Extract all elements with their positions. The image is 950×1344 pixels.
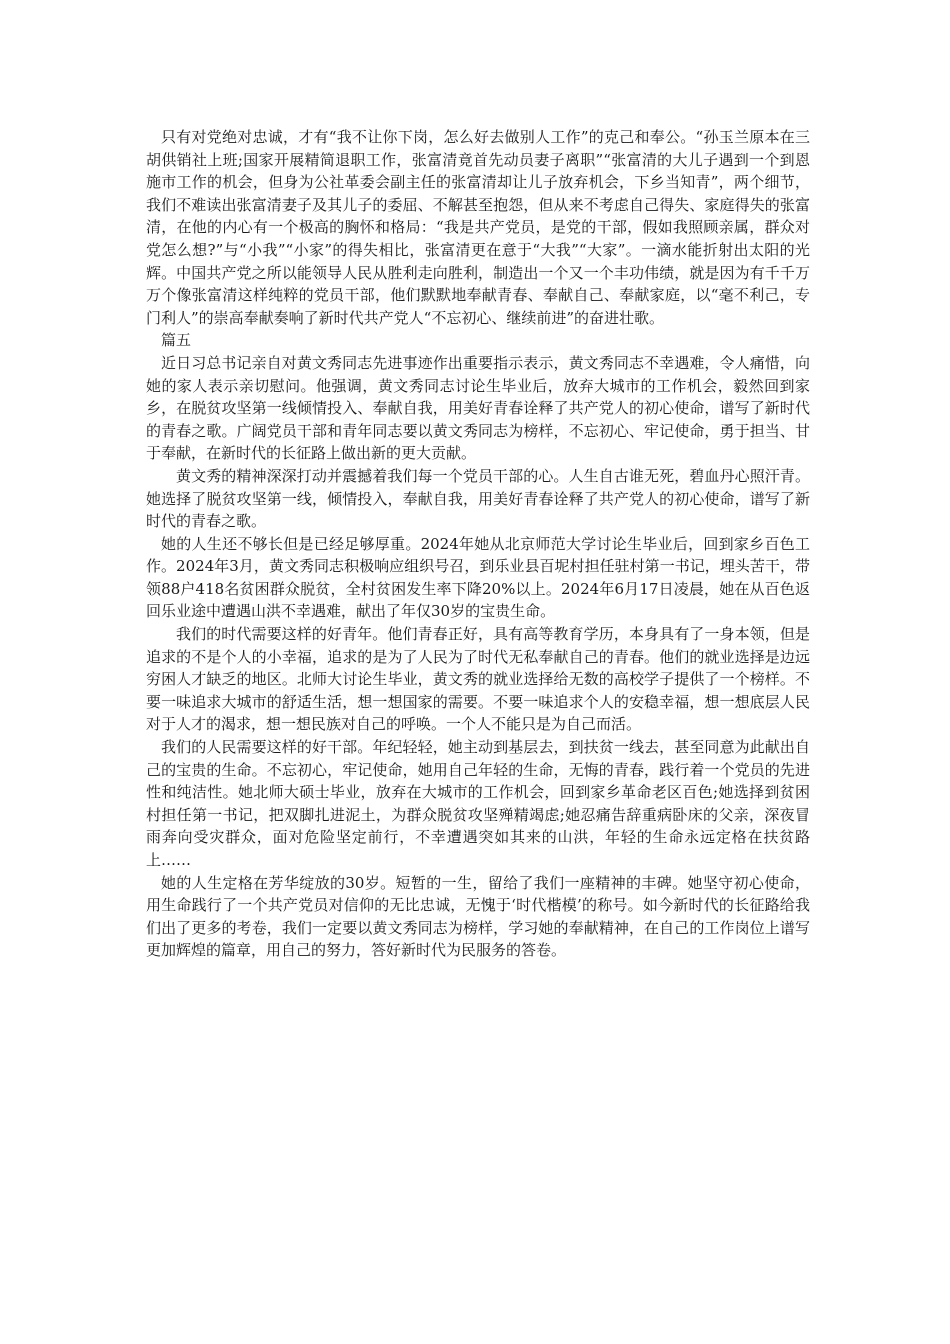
- paragraph-conclusion: 她的人生定格在芳华绽放的30岁。短暂的一生，留给了我们一座精神的丰碑。她坚守初心使命，用生命践行了一个共产党员对信仰的无比忠诚，无愧于‘时代楷模’的称号。如今新时代的长征路给我们出了更多的考卷，我们一定要以黄文秀同志为榜样，学习她的奉献精神，在自己的工作岗位上谱写更加辉煌的篇章，用自己的努力，答好新时代为民服务的答卷。: [146, 873, 810, 960]
- paragraph-life: 她的人生还不够长但是已经足够厚重。2024年她从北京师范大学讨论生毕业后，回到家乡百色工作。2024年3月，黄文秀同志积极响应组织号召，到乐业县百坭村担任驻村第一书记，埋头苦干，带领88户418名贫困群众脱贫，全村贫困发生率下降20%以上。2024年6月17日凌晨，她在从百色返回乐业途中遭遇山洪不幸遇难，献出了年仅30岁的宝贵生命。: [146, 534, 810, 621]
- paragraph-instruction: 近日习总书记亲自对黄文秀同志先进事迹作出重要指示表示，黄文秀同志不幸遇难，令人痛惜，向她的家人表示亲切慰问。他强调，黄文秀同志讨论生毕业后，放弃大城市的工作机会，毅然回到家乡，在脱贫攻坚第一线倾情投入、奉献自我，用美好青春诠释了共产党人的初心使命，谱写了新时代的青春之歌。广阔党员干部和青年同志要以黄文秀同志为榜样，不忘初心、牢记使命，勇于担当、甘于奉献，在新时代的长征路上做出新的更大贡献。: [146, 353, 810, 463]
- paragraph-zhang-fuqing: 只有对党绝对忠诚，才有“我不让你下岗，怎么好去做别人工作”的克己和奉公。“孙玉兰原本在三胡供销社上班;国家开展精简退职工作，张富清竟首先动员妻子离职”“张富清的大儿子遇到一个到恩施市工作的机会，但身为公社革委会副主任的张富清却让儿子放弃机会，下乡当知青”，两个细节，我们不难读出张富清妻子及其儿子的委屈、不解甚至抱怨，但从来不考虑自己得失、家庭得失的张富清，在他的内心有一个极高的胸怀和格局：“我是共产党员，是党的干部，假如我照顾亲属，群众对党怎么想?”与“小我”“小家”的得失相比，张富清更在意于“大我”“大家”。一滴水能折射出太阳的光辉。中国共产党之所以能领导人民从胜利走向胜利，制造出一个又一个丰功伟绩，就是因为有千千万万个像张富清这样纯粹的党员干部，他们默默地奉献青春、奉献自己、奉献家庭，以“毫不利己，专门利人”的崇高奉献奏响了新时代共产党人“不忘初心、继续前进”的奋进壮歌。: [146, 128, 810, 327]
- paragraph-spirit: 黄文秀的精神深深打动并震撼着我们每一个党员干部的心。人生自古谁无死，碧血丹心照汗青。她选择了脱贫攻坚第一线，倾情投入，奉献自我，用美好青春诠释了共产党人的初心使命，谱写了新时代的青春之歌。: [146, 466, 810, 531]
- document-page: [146, 126, 810, 962]
- paragraph-youth: 我们的时代需要这样的好青年。他们青春正好，具有高等教育学历，本身具有了一身本领，但是追求的不是个人的小幸福，追求的是为了人民为了时代无私奉献自己的青春。他们的就业选择是边远穷困人才缺乏的地区。北师大讨论生毕业，黄文秀的就业选择给无数的高校学子提供了一个榜样。不要一味追求大城市的舒适生活，想一想国家的需要。不要一味追求个人的安稳幸福，想一想底层人民对于人才的渴求，想一想民族对自己的呼唤。一个人不能只是为自己而活。: [146, 625, 810, 734]
- section-heading-5: 篇五: [161, 331, 192, 350]
- paragraph-cadre: 我们的人民需要这样的好干部。年纪轻轻，她主动到基层去，到扶贫一线去，甚至同意为此献出自己的宝贵的生命。不忘初心，牢记使命，她用自己年轻的生命，无悔的青春，践行着一个党员的先进性和纯洁性。她北师大硕士毕业，放弃在大城市的工作机会，回到家乡革命老区百色;她选择到贫困村担任第一书记，把双脚扎进泥土，为群众脱贫攻坚殚精竭虑;她忍痛告辞重病卧床的父亲，深夜冒雨奔向受灾群众，面对危险坚定前行，不幸遭遇突如其来的山洪，年轻的生命永远定格在扶贫路上……: [146, 738, 810, 869]
